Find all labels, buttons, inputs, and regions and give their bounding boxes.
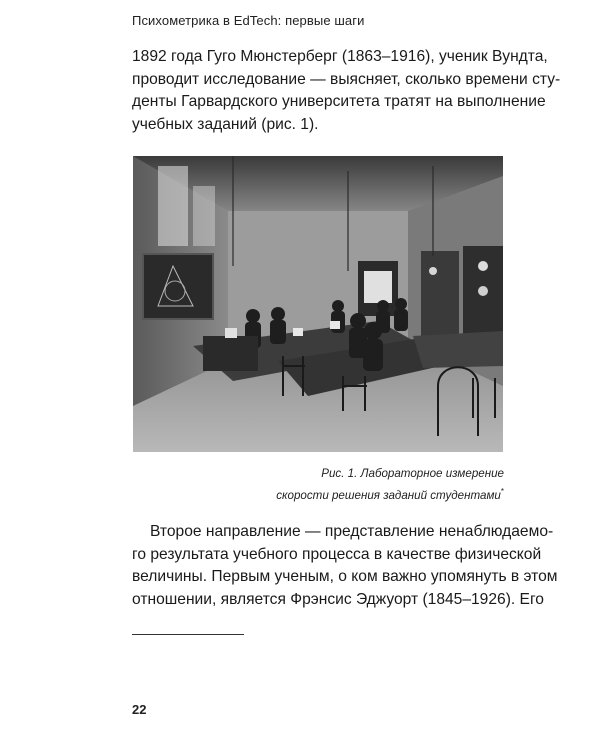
caption-line: Рис. 1. Лабораторное измерение — [321, 467, 504, 480]
text-line: проводит исследование — выясняет, сколько времени сту- — [132, 70, 561, 88]
figure-photo-laboratory — [133, 156, 503, 452]
text-line: 1892 года Гуго Мюнстерберг (1863–1916), ученик Вундта, — [132, 48, 548, 65]
caption-text: скорости решения заданий студентами — [276, 488, 501, 502]
footnote-mark: * — [500, 487, 504, 496]
text-line: учебных заданий (рис. 1). — [132, 115, 319, 133]
figure-caption — [276, 465, 504, 505]
text-line: денты Гарвардского университета тратят на выполнение — [132, 93, 546, 110]
laboratory-photo-illustration — [133, 156, 503, 452]
footnote-separator — [132, 634, 244, 635]
paragraph-intro — [132, 46, 561, 136]
text-line: го результата учебного процесса в качестве физической — [132, 545, 542, 563]
page-number: 22 — [132, 702, 147, 717]
text-line: отношении, является Фрэнсис Эджуорт (1845–1926). Его — [132, 590, 544, 608]
caption-line — [276, 483, 504, 505]
paragraph-second-direction — [132, 521, 558, 611]
text-line: Второе направление — представление ненаблюдаемо- — [150, 523, 554, 540]
running-header: Психометрика в EdTech: первые шаги — [132, 13, 365, 28]
text-line: величины. Первым ученым, о ком важно упомянуть в этом — [132, 568, 558, 585]
